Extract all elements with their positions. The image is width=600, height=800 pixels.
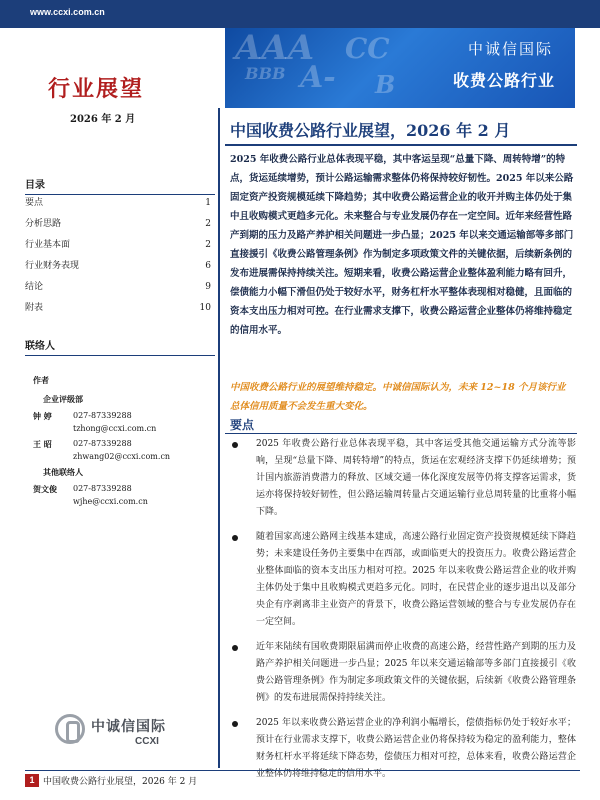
ccxi-logo [55,712,195,752]
contact-entry [33,439,213,461]
top-bar [0,0,600,28]
toc-item-page: 9 [205,282,211,292]
key-points-rule [225,433,577,434]
key-points-heading: 要点 [230,418,255,432]
contact-entry [33,484,213,506]
toc-item[interactable] [25,301,215,322]
logo-en: CCXI [135,736,159,747]
toc-item[interactable] [25,280,215,301]
title-rule [225,144,577,146]
contact-email[interactable]: wjhe@ccxi.com.cn [73,497,148,506]
toc-heading: 目录 [25,176,215,195]
contact-group-rating: 企业评级部 [43,394,83,404]
contact-email[interactable]: zhwang02@ccxi.com.cn [73,452,171,461]
contact-email[interactable]: tzhong@ccxi.com.cn [73,424,157,433]
bullet-icon [232,442,238,448]
contact-phone: 027-87339288 [73,411,132,420]
toc-item-page: 2 [205,240,211,250]
contact-phone: 027-87339288 [73,439,132,448]
toc-item-label: 要点 [25,198,44,208]
logo-mark-icon [55,714,85,744]
brand-name: 中诚信国际 [467,40,553,58]
contact-name: 王 昭 [33,439,52,449]
key-point-text: 2025 年以来收费公路运营企业的净利润小幅增长，偿债指标仍处于较好水平；预计在行业需求支撑下，收费公路运营企业仍将保持较为稳定的盈利能力，整体财务杠杆水平将延续下降态势，偿债压力相对可控，总体来看，收费公路运营企业整体仍将维持稳定的信用水平。 [256,718,576,779]
contact-entry [33,411,213,433]
bullet-icon [232,721,238,727]
header-banner [225,28,575,108]
report-type: 行业展望 [48,76,145,102]
bullet-icon [232,535,238,541]
logo-cn: 中诚信国际 [91,719,166,735]
toc-item-label: 分析思路 [25,219,62,229]
summary-paragraph: 2025 年收费公路行业总体表现平稳，其中客运呈现“总量下降、周转特增”的特点，货运延续增势，预计公路运输需求整体仍将保持较好韧性。2025 年以来公路固定资产投资规模延续下降趋势；其中收费公路运营企业的收开并购主体仍处于集中且收购模式更趋多元化。未来整合与专业发展仍存在一定空间。近年来经营性路产到期的压力及路产养护相关问题进一步凸显；2025 年以来交通运输部等多部门直接援引《收费公路管理条例》作为制定多项政策文件的关键依据，后续新条例的发布进展需保持持续关注。短期来看，收费公路运营企业整体盈利能力略有回升，偿债能力小幅下滑但仍处于较好水平，财务杠杆水平整体表现相对稳健，且面临的资本支出压力相对可控。在行业需求支撑下，收费公路运营企业整体仍将维持稳定的信用水平。 [230,154,574,336]
footer-text: 中国收费公路行业展望，2026 年 2 月 [43,777,198,787]
key-point-text: 2025 年收费公路行业总体表现平稳，其中客运受其他交通运输方式分流等影响，呈现“总量下降、周转特增”的特点，货运在宏观经济支撑下仍延续增势；预计国内旅游消费潜力的释放、区域交通一体化深度发展等仍将支撑客运需求，货运亦将保持较好韧性，但公路运输周转量占交通运输行业总周转量的比重将小幅下降。 [256,439,576,517]
toc-item-label: 行业基本面 [25,240,71,250]
toc-item[interactable] [25,196,215,217]
toc-item-label: 附表 [25,303,44,313]
page-footer [25,770,580,789]
banner-deco-4: A- [300,60,336,95]
banner-deco-3: CC [345,32,390,65]
bullet-icon [232,645,238,651]
toc-item-page: 2 [205,219,211,229]
site-url[interactable]: www.ccxi.com.cn [30,7,105,17]
sector-name: 收费公路行业 [452,71,555,90]
toc-item-label: 行业财务表现 [25,261,80,271]
contact-name: 贺文俊 [33,484,57,494]
key-points-list [228,436,576,791]
key-point-text: 近年来陆续有国收费期限届满而停止收费的高速公路，经营性路产到期的压力及路产养护相关问题进一步凸显；2025 年以来交通运输部等多部门直接援引《收费公路管理条例》作为制定多项政策文件的关键依据，后续新《收费公路管理条例》的发布进展需保持持续关注。 [256,642,576,703]
contact-phone: 027-87339288 [73,484,132,493]
banner-deco-1: AAA [235,28,315,68]
key-point-text: 随着国家高速公路网主线基本建成，高速公路行业固定资产投资规模延续下降趋势；未来建设任务仍主要集中在西部，或面临更大的投资压力。收费公路运营企业整体面临的资本支出压力相对可控。2025 年以来收费公路运营企业的收并购主体仍处于集中且收购模式更趋多元化。同时，在民营企业的逐步退出以及部分央企有序剥离非主业资产的背景下，收费公路运营领域的整合与专业发展仍存在一定空间。 [256,532,576,627]
contacts-heading: 联络人 [25,337,215,356]
key-point [228,436,576,521]
contact-name: 钟 婷 [33,411,52,421]
page-number: 1 [25,774,39,787]
column-divider [218,108,220,768]
toc-item-page: 1 [205,198,211,208]
banner-deco-5: B [375,70,396,99]
toc-item[interactable] [25,238,215,259]
report-title: 中国收费公路行业展望，2026 年 2 月 [230,121,511,140]
author-label: 作者 [33,375,49,385]
toc-item-label: 结论 [25,282,44,292]
toc-item[interactable] [25,217,215,238]
toc-item[interactable] [25,259,215,280]
key-point [228,639,576,707]
toc-list [25,196,215,322]
report-date: 2026 年 2 月 [70,114,136,125]
rating-statement: 中国收费公路行业的展望维持稳定。中诚信国际认为，未来 12~18 个月该行业总体信用质量不会发生重大变化。 [230,382,566,412]
banner-deco-2: BBB [245,64,286,83]
toc-item-page: 10 [199,303,211,313]
toc-item-page: 6 [205,261,211,271]
contacts-section [33,375,213,512]
contact-group-other: 其他联络人 [43,467,83,477]
key-point [228,529,576,631]
